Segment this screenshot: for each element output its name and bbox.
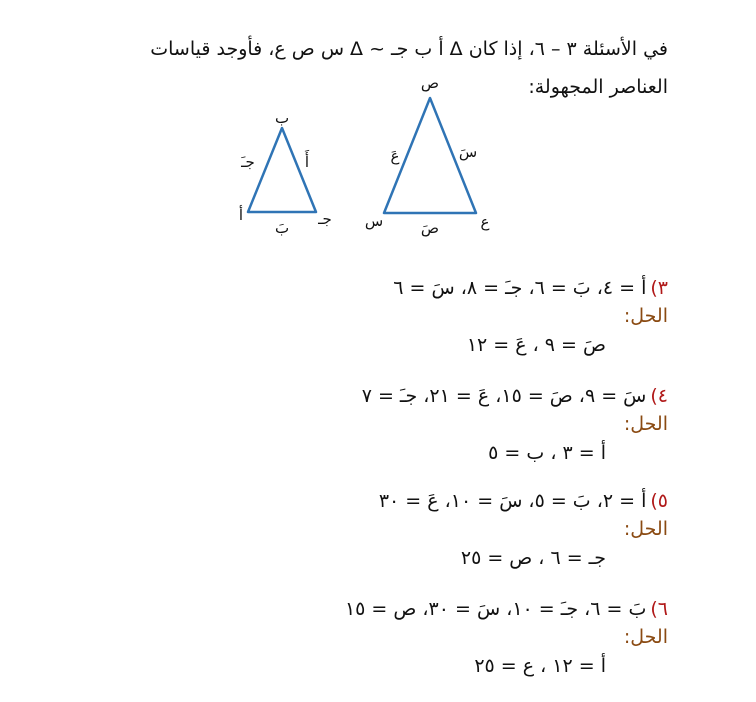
problem-6	[120, 594, 668, 682]
small-side-bottom: بَ	[274, 219, 290, 237]
solution-label: الحل:	[623, 413, 668, 435]
large-vertex-right: ع	[480, 213, 490, 231]
large-vertex-top: ص	[420, 74, 440, 92]
problem-given	[120, 273, 668, 303]
large-vertex-left: س	[364, 212, 384, 230]
problem-given-values: أ = ٤، بَ = ٦، جـَ = ٨، سَ = ٦	[393, 277, 647, 299]
large-side-right: سَ	[458, 143, 478, 161]
problem-number: ٦)	[650, 598, 668, 620]
problem-number: ٣)	[650, 277, 668, 299]
problem-number: ٤)	[650, 385, 668, 407]
solution-answer: جـ = ٦ ، ص = ٢٥	[460, 547, 606, 569]
small-vertex-left: أ	[238, 206, 244, 224]
solution-label: الحل:	[623, 518, 668, 540]
problem-4	[120, 381, 668, 469]
intro-line-1: في الأسئلة ٣ – ٦، إذا كان Δ أ ب جـ ~ Δ س ص ع، فأوجد قياسات	[150, 38, 668, 60]
solution-label: الحل:	[623, 305, 668, 327]
problem-5	[120, 486, 668, 574]
problem-given-values: أ = ٢، بَ = ٥، سَ = ١٠، عَ = ٣٠	[378, 490, 647, 512]
problem-given-values: بَ = ٦، جـَ = ١٠، سَ = ٣٠، ص = ١٥	[344, 598, 647, 620]
solution-answer: أ = ٣ ، ب = ٥	[488, 442, 606, 464]
solution-answer: صَ = ٩ ، عَ = ١٢	[466, 334, 606, 356]
small-vertex-right: جـ	[318, 210, 332, 228]
problem-given	[120, 486, 668, 516]
problem-given-values: سَ = ٩، صَ = ١٥، عَ = ٢١، جـَ = ٧	[361, 385, 647, 407]
small-side-right: أَ	[304, 153, 310, 171]
small-side-left: جـَ	[241, 153, 255, 171]
problem-given	[120, 594, 668, 624]
problem-given	[120, 381, 668, 411]
small-vertex-top: ب	[274, 109, 290, 127]
large-side-bottom: صَ	[420, 219, 440, 237]
large-side-left: عَ	[390, 147, 400, 165]
problem-3	[120, 273, 668, 361]
solution-answer: أ = ١٢ ، ع = ٢٥	[474, 655, 606, 677]
problem-number: ٥)	[650, 490, 668, 512]
solution-label: الحل:	[623, 626, 668, 648]
intro-line-2: العناصر المجهولة:	[528, 76, 668, 98]
